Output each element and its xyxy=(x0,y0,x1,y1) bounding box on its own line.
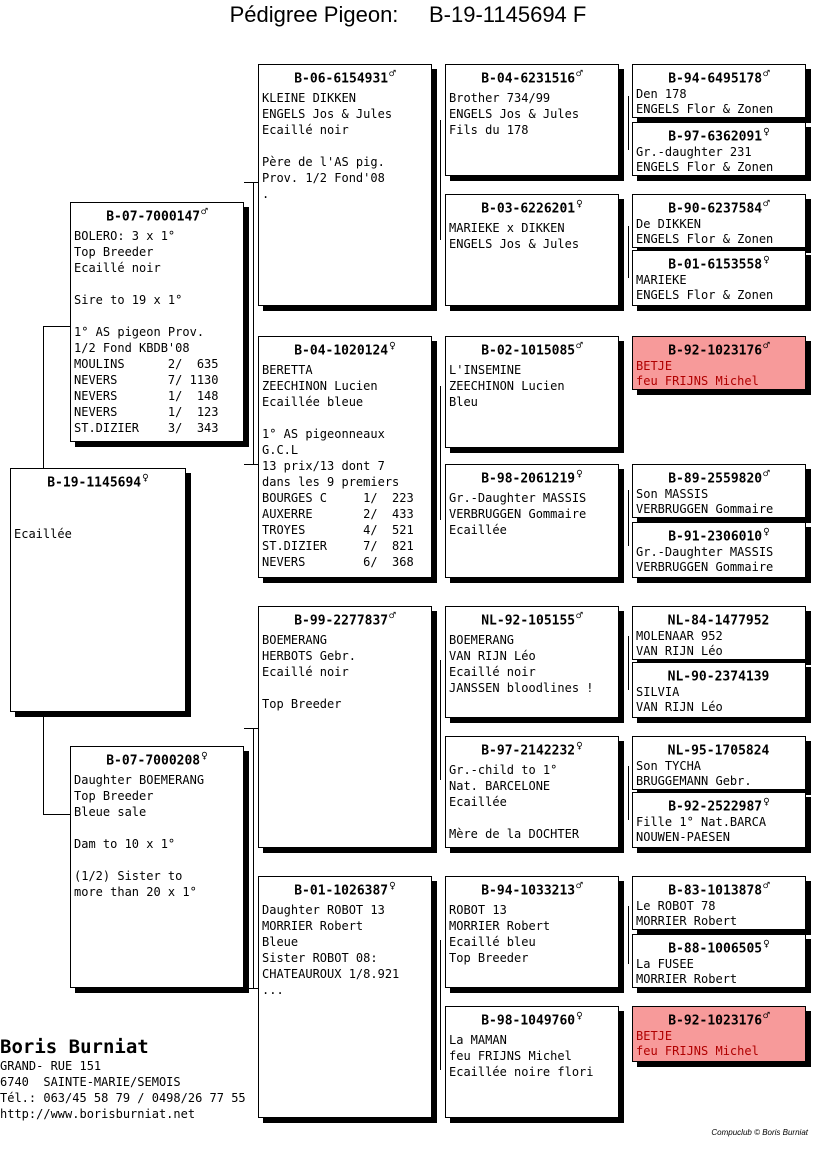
sex-symbol: ♂ xyxy=(576,879,583,892)
sex-symbol: ♀ xyxy=(389,879,396,892)
info-line: Mère de la DOCHTER xyxy=(449,827,580,842)
connector xyxy=(43,712,44,814)
pigeon-card-dam-dam xyxy=(258,876,432,1118)
info-line: Ecaillée xyxy=(449,795,507,810)
info-line: NEVERS 1/ 123 xyxy=(74,405,219,420)
info-line: Ecaillée bleue xyxy=(262,395,364,410)
connector xyxy=(253,728,254,988)
info-line: Fils du 178 xyxy=(449,123,529,138)
info-line: . xyxy=(262,187,270,202)
info-line xyxy=(74,820,243,836)
info-line: JANSSEN bloodlines ! xyxy=(449,681,594,696)
pigeon-card-sss xyxy=(445,64,619,176)
sex-symbol: ♀ xyxy=(763,253,770,266)
info-line: ROBOT 13 xyxy=(449,903,507,918)
info-line: Top Breeder xyxy=(74,789,154,804)
info-line: ENGELS Jos & Jules xyxy=(449,237,580,252)
info-line: CHATEAUROUX 1/8.921 xyxy=(262,967,400,982)
ring-number: B-06-6154931 xyxy=(294,71,389,87)
pigeon-card-g14 xyxy=(632,934,806,988)
info-line: Gr.-child to 1° xyxy=(449,763,558,778)
info-line xyxy=(14,510,185,526)
connector xyxy=(244,182,258,183)
info-line: ENGELS Jos & Jules xyxy=(449,107,580,122)
pigeon-card-dss xyxy=(445,606,619,718)
info-line: TROYES 4/ 521 xyxy=(262,523,414,538)
connector xyxy=(628,636,629,690)
ring-number: B-92-1023176 xyxy=(668,343,763,359)
info-line: MORRIER Robert xyxy=(262,919,364,934)
info-line: ZEECHINON Lucien xyxy=(262,379,378,394)
info-line: ZEECHINON Lucien xyxy=(449,379,565,394)
ring-number: B-03-6226201 xyxy=(481,201,576,217)
connector xyxy=(43,814,70,815)
info-line: ST.DIZIER 3/ 343 xyxy=(74,421,219,436)
title-ring: B-19-1145694 F xyxy=(428,2,587,27)
info-line: feu FRIJNS Michel xyxy=(449,1049,572,1064)
info-line: Ecaillé bleu xyxy=(449,935,536,950)
breeder-city: 6740 SAINTE-MARIE/SEMOIS xyxy=(0,1075,181,1089)
connector xyxy=(43,326,70,327)
info-line: MARIEKE x DIKKEN xyxy=(449,221,565,236)
info-line: Ecaillée noire flori xyxy=(449,1065,594,1080)
pigeon-card-g9 xyxy=(632,606,806,660)
connector xyxy=(440,120,441,240)
info-line: VERBRUGGEN Gommaire xyxy=(449,507,587,522)
info-line: 13 prix/13 dont 7 xyxy=(262,459,385,474)
ring-number: B-97-6362091 xyxy=(668,129,763,145)
sex-symbol: ♂ xyxy=(763,339,770,352)
connector xyxy=(628,490,629,546)
info-line: Nat. BARCELONE xyxy=(449,779,551,794)
pigeon-card-dds xyxy=(445,876,619,988)
ring-number: B-07-7000208 xyxy=(106,753,201,769)
info-line: Bleue sale xyxy=(74,805,147,820)
ring-number: B-89-2559820 xyxy=(668,471,763,487)
ring-number: B-94-6495178 xyxy=(668,71,763,87)
info-line: Sister ROBOT 08: xyxy=(262,951,378,966)
info-line xyxy=(262,680,431,696)
pigeon-card-g8 xyxy=(632,522,806,578)
info-line: feu FRIJNS Michel xyxy=(636,1044,759,1059)
info-line: ... xyxy=(262,983,284,998)
info-line: Ecaillé noir xyxy=(262,665,349,680)
info-line: MORRIER Robert xyxy=(449,919,551,934)
ring-number: B-98-2061219 xyxy=(481,471,576,487)
pigeon-card-g10 xyxy=(632,662,806,718)
sex-symbol: ♀ xyxy=(763,125,770,138)
info-line: more than 20 x 1° xyxy=(74,885,197,900)
sex-symbol: ♀ xyxy=(576,739,583,752)
info-line: G.C.L xyxy=(262,443,299,458)
info-line: Le ROBOT 78 xyxy=(636,899,716,914)
info-line: Daughter ROBOT 13 xyxy=(262,903,385,918)
info-line xyxy=(449,810,618,826)
info-line: Ecaillée xyxy=(449,523,507,538)
info-line: MOLENAAR 952 xyxy=(636,629,723,644)
info-line: MOULINS 2/ 635 xyxy=(74,357,219,372)
connector xyxy=(244,728,258,729)
ring-number: B-94-1033213 xyxy=(481,883,576,899)
info-line: Top Breeder xyxy=(449,951,529,966)
sex-symbol: ♂ xyxy=(763,197,770,210)
info-line: Son TYCHA xyxy=(636,759,702,774)
title-label: Pédigree Pigeon: xyxy=(229,2,399,27)
sex-symbol: ♂ xyxy=(763,67,770,80)
pigeon-card-ssd xyxy=(445,194,619,306)
connector xyxy=(440,940,441,1070)
sex-symbol: ♂ xyxy=(576,339,583,352)
ring-number: B-99-2277837 xyxy=(294,613,389,629)
pigeon-card-g2 xyxy=(632,122,806,176)
pigeon-card-g13 xyxy=(632,876,806,930)
page-title xyxy=(0,2,816,28)
connector xyxy=(244,988,258,989)
info-line: NEVERS 1/ 148 xyxy=(74,389,219,404)
info-line: ENGELS Flor & Zonen xyxy=(636,160,774,175)
pigeon-card-ddd xyxy=(445,1006,619,1118)
sex-symbol: ♀ xyxy=(142,471,149,484)
pigeon-card-sire-dam xyxy=(258,336,432,578)
info-line: Top Breeder xyxy=(262,697,342,712)
connector xyxy=(43,326,44,468)
info-line: ENGELS Flor & Zonen xyxy=(636,232,774,247)
pigeon-card-subject xyxy=(10,468,186,712)
info-line: MARIEKE xyxy=(636,273,687,288)
info-line: HERBOTS Gebr. xyxy=(262,649,356,664)
info-line: Den 178 xyxy=(636,87,687,102)
ring-number: B-83-1013878 xyxy=(668,883,763,899)
info-line: ENGELS Jos & Jules xyxy=(262,107,393,122)
info-line: Ecaillé noir xyxy=(449,665,536,680)
breeder-website[interactable]: http://www.borisburniat.net xyxy=(0,1107,196,1121)
sex-symbol: ♀ xyxy=(576,1009,583,1022)
sex-symbol: ♀ xyxy=(389,339,396,352)
info-line: VERBRUGGEN Gommaire xyxy=(636,502,774,517)
ring-number: NL-92-105155 xyxy=(481,613,576,629)
info-line: KLEINE DIKKEN xyxy=(262,91,356,106)
info-line: 1/2 Fond KBDB'08 xyxy=(74,341,190,356)
pigeon-card-g15 xyxy=(632,1006,806,1062)
ring-number: B-04-6231516 xyxy=(481,71,576,87)
ring-number: B-19-1145694 xyxy=(47,475,142,491)
ring-number: B-02-1015085 xyxy=(481,343,576,359)
ring-number: B-92-1023176 xyxy=(668,1013,763,1029)
info-line: BRUGGEMANN Gebr. xyxy=(636,774,752,789)
info-line: dans les 9 premiers xyxy=(262,475,400,490)
info-line: NEVERS 7/ 1130 xyxy=(74,373,219,388)
info-line: BOEMERANG xyxy=(262,633,328,648)
pigeon-card-g1 xyxy=(632,64,806,118)
ring-number: B-97-2142232 xyxy=(481,743,576,759)
ring-number: NL-90-2374139 xyxy=(667,669,770,685)
connector xyxy=(253,182,254,464)
sex-symbol: ♀ xyxy=(576,467,583,480)
info-line: ST.DIZIER 7/ 821 xyxy=(262,539,414,554)
info-line: Bleu xyxy=(449,395,478,410)
connector xyxy=(628,906,629,964)
info-line: Sire to 19 x 1° xyxy=(74,293,183,308)
info-line: ENGELS Flor & Zonen xyxy=(636,288,774,303)
info-line: Ecaillé noir xyxy=(262,123,349,138)
pigeon-card-g4 xyxy=(632,250,806,306)
info-line: MORRIER Robert xyxy=(636,914,738,929)
credit-text: Compuclub © Boris Burniat xyxy=(711,1128,808,1137)
ring-number: NL-95-1705824 xyxy=(667,743,770,759)
connector xyxy=(440,386,441,520)
sex-symbol: ♀ xyxy=(201,749,208,762)
pigeon-card-g7 xyxy=(632,464,806,518)
ring-number: B-04-1020124 xyxy=(294,343,389,359)
ring-number: B-92-2522987 xyxy=(668,799,763,815)
info-line: Daughter BOEMERANG xyxy=(74,773,205,788)
sex-symbol: ♂ xyxy=(763,879,770,892)
connector xyxy=(628,226,629,278)
pigeon-card-sdd xyxy=(445,464,619,578)
connector xyxy=(628,96,629,150)
info-line: Gr.-daughter 231 xyxy=(636,145,752,160)
info-line xyxy=(262,138,431,154)
pigeon-card-sire xyxy=(70,202,244,442)
pigeon-card-g12 xyxy=(632,792,806,848)
info-line: BERETTA xyxy=(262,363,313,378)
pigeon-card-dam xyxy=(70,746,244,988)
connector xyxy=(628,766,629,820)
sex-symbol: ♂ xyxy=(389,67,396,80)
breeder-name: Boris Burniat xyxy=(0,1036,149,1058)
sex-symbol: ♀ xyxy=(576,197,583,210)
info-line: VAN RIJN Léo xyxy=(449,649,536,664)
sex-symbol: ♂ xyxy=(576,67,583,80)
sex-symbol: ♂ xyxy=(763,1009,770,1022)
ring-number: B-07-7000147 xyxy=(106,209,201,225)
info-line xyxy=(14,494,185,510)
sex-symbol: ♀ xyxy=(763,525,770,538)
info-line: Top Breeder xyxy=(74,245,154,260)
info-line: BETJE xyxy=(636,1029,673,1044)
info-line xyxy=(74,308,243,324)
info-line xyxy=(262,410,431,426)
info-line: Fille 1° Nat.BARCA xyxy=(636,815,767,830)
ring-number: B-91-2306010 xyxy=(668,529,763,545)
pigeon-card-dam-sire xyxy=(258,606,432,848)
sex-symbol: ♂ xyxy=(763,467,770,480)
connector xyxy=(440,660,441,780)
info-line: Ecaillée xyxy=(14,527,72,542)
info-line: MORRIER Robert xyxy=(636,972,738,987)
info-line xyxy=(74,276,243,292)
breeder-phone: Tél.: 063/45 58 79 / 0498/26 77 55 xyxy=(0,1091,246,1105)
sex-symbol: ♀ xyxy=(763,937,770,950)
pigeon-card-sire-sire xyxy=(258,64,432,306)
info-line: Gr.-Daughter MASSIS xyxy=(449,491,587,506)
ring-number: B-01-1026387 xyxy=(294,883,389,899)
info-line: NOUWEN-PAESEN xyxy=(636,830,730,845)
ring-number: B-90-6237584 xyxy=(668,201,763,217)
sex-symbol: ♂ xyxy=(389,609,396,622)
ring-number: B-01-6153558 xyxy=(668,257,763,273)
info-line: De DIKKEN xyxy=(636,217,702,232)
pigeon-card-g5 xyxy=(632,336,806,390)
info-line: VAN RIJN Léo xyxy=(636,700,723,715)
info-line: La FUSEE xyxy=(636,957,694,972)
pigeon-card-g11 xyxy=(632,736,806,790)
info-line: La MAMAN xyxy=(449,1033,507,1048)
info-line: BOLERO: 3 x 1° xyxy=(74,229,176,244)
pigeon-card-sds xyxy=(445,336,619,448)
info-line: (1/2) Sister to xyxy=(74,869,183,884)
ring-number: NL-84-1477952 xyxy=(667,613,770,629)
info-line: BETJE xyxy=(636,359,673,374)
info-line: AUXERRE 2/ 433 xyxy=(262,507,414,522)
info-line xyxy=(74,852,243,868)
breeder-street: GRAND- RUE 151 xyxy=(0,1059,102,1073)
info-line: NEVERS 6/ 368 xyxy=(262,555,414,570)
info-line: 1° AS pigeon Prov. xyxy=(74,325,205,340)
pigeon-card-g3 xyxy=(632,194,806,248)
info-line: SILVIA xyxy=(636,685,680,700)
sex-symbol: ♂ xyxy=(576,609,583,622)
breeder-contact xyxy=(0,1036,246,1122)
info-line: Dam to 10 x 1° xyxy=(74,837,176,852)
connector xyxy=(244,464,258,465)
info-line: Ecaillé noir xyxy=(74,261,161,276)
info-line: BOURGES C 1/ 223 xyxy=(262,491,414,506)
info-line: L'INSEMINE xyxy=(449,363,522,378)
sex-symbol: ♀ xyxy=(763,795,770,808)
info-line: BOEMERANG xyxy=(449,633,515,648)
info-line: Son MASSIS xyxy=(636,487,709,502)
info-line: ENGELS Flor & Zonen xyxy=(636,102,774,117)
info-line: VERBRUGGEN Gommaire xyxy=(636,560,774,575)
info-line: Gr.-Daughter MASSIS xyxy=(636,545,774,560)
sex-symbol: ♂ xyxy=(201,205,208,218)
info-line: Brother 734/99 xyxy=(449,91,551,106)
info-line: Père de l'AS pig. xyxy=(262,155,385,170)
info-line: 1° AS pigeonneaux xyxy=(262,427,385,442)
pigeon-card-dsd xyxy=(445,736,619,848)
info-line: Bleue xyxy=(262,935,299,950)
ring-number: B-98-1049760 xyxy=(481,1013,576,1029)
info-line: feu FRIJNS Michel xyxy=(636,374,759,389)
info-line: Prov. 1/2 Fond'08 xyxy=(262,171,385,186)
ring-number: B-88-1006505 xyxy=(668,941,763,957)
info-line: VAN RIJN Léo xyxy=(636,644,723,659)
